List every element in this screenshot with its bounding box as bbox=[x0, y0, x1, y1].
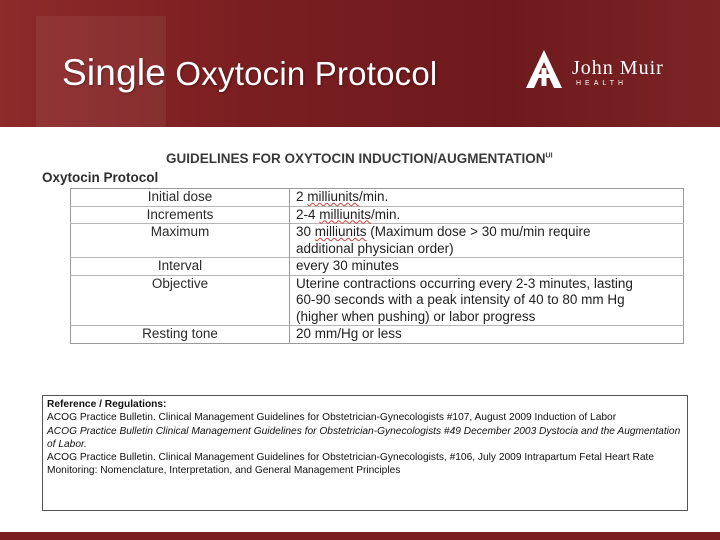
guidelines-heading-sup: UI bbox=[545, 152, 553, 160]
protocol-table bbox=[70, 188, 684, 344]
param-initial-dose: Initial dose bbox=[71, 189, 290, 207]
logo-name: John Muir bbox=[572, 57, 664, 79]
oxytocin-protocol-heading: Oxytocin Protocol bbox=[42, 170, 159, 185]
value-objective: Uterine contractions occurring every 2-3 minutes, lasting 60-90 seconds with a peak intensity of 40 to 80 mm Hg (higher when pushing) or labor progress bbox=[290, 275, 684, 326]
slide-title-first: Single bbox=[62, 52, 167, 93]
slide-title-rest: Oxytocin Protocol bbox=[166, 55, 438, 92]
john-muir-logo bbox=[520, 46, 690, 94]
value-initial-dose: 2 milliunits/min. bbox=[296, 189, 389, 204]
references-heading: Reference / Regulations: bbox=[47, 399, 167, 410]
references-box bbox=[42, 395, 688, 511]
table-row bbox=[71, 189, 684, 207]
table-row bbox=[71, 275, 684, 326]
param-resting-tone: Resting tone bbox=[71, 326, 290, 344]
value-maximum: 30 milliunits (Maximum dose > 30 mu/min require additional physician order) bbox=[290, 224, 684, 258]
table-row bbox=[71, 224, 684, 258]
value-interval: every 30 minutes bbox=[290, 258, 684, 276]
guidelines-heading-text: GUIDELINES FOR OXYTOCIN INDUCTION/AUGMENTATION bbox=[166, 151, 546, 166]
param-maximum: Maximum bbox=[71, 224, 290, 258]
value-increments: 2-4 milliunits/min. bbox=[290, 206, 684, 224]
slide-header bbox=[0, 0, 720, 127]
slide-title bbox=[62, 52, 437, 94]
logo-sub: HEALTH bbox=[576, 80, 628, 87]
param-interval: Interval bbox=[71, 258, 290, 276]
param-objective: Objective bbox=[71, 275, 290, 326]
table-row bbox=[71, 326, 684, 344]
reference-item: ACOG Practice Bulletin. Clinical Management Guidelines for Obstetrician-Gynecologists, #106, July 2009 Intrapartum Fetal Heart Rate Monitoring: Nomenclature, Interpretation, and General Management Principles bbox=[47, 452, 655, 477]
param-increments: Increments bbox=[71, 206, 290, 224]
value-resting-tone: 20 mm/Hg or less bbox=[290, 326, 684, 344]
table-row bbox=[71, 206, 684, 224]
table-row bbox=[71, 258, 684, 276]
john-muir-logo-mark-icon bbox=[520, 48, 568, 92]
reference-item: ACOG Practice Bulletin Clinical Management Guidelines for Obstetrician-Gynecologists #49 December 2003 Dystocia and the Augmentation of Labor. bbox=[47, 425, 681, 450]
reference-item: ACOG Practice Bulletin. Clinical Management Guidelines for Obstetrician-Gynecologists #107, August 2009 Induction of Labor bbox=[47, 412, 617, 424]
footer-bar bbox=[0, 532, 720, 540]
guidelines-heading bbox=[166, 151, 553, 166]
